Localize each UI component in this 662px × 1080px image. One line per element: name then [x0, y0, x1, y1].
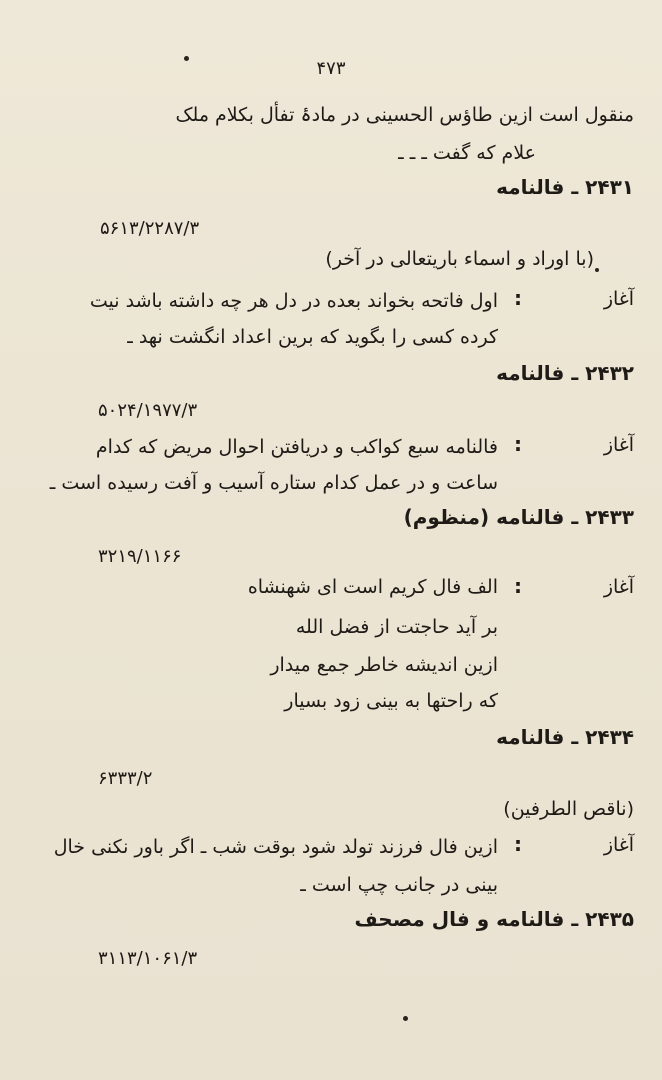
start-label: آغاز: [603, 576, 634, 598]
call-number: ۵۶۱۳/۲۲۸۷/۳: [100, 218, 200, 239]
entry-note: (ناقص الطرفین): [503, 798, 634, 820]
ink-speck: [403, 1016, 408, 1021]
entry-heading-2431: [496, 174, 634, 200]
start-label: آغاز: [603, 288, 634, 310]
label-colon: :: [514, 286, 522, 310]
label-colon: :: [514, 574, 522, 598]
entry-text-line: ساعت و در عمل کدام ستاره آسیب و آفت رسیده است ـ: [49, 472, 498, 494]
label-colon: :: [514, 832, 522, 856]
call-number: ۵۰۲۴/۱۹۷۷/۳: [98, 400, 198, 421]
entry-text-line: اول فاتحه بخواند بعده در دل هر چه داشته باشد نیت: [89, 290, 498, 312]
entry-text-line: بینی در جانب چپ است ـ: [300, 874, 498, 896]
label-colon: :: [514, 432, 522, 456]
page-number: ۴۷۳: [316, 58, 346, 79]
verse-line: که راحتها به بینی زود بسیار: [284, 690, 498, 712]
entry-number: ۲۴۳۵ ـ: [571, 907, 634, 931]
entry-note: (با اوراد و اسماء باریتعالی در آخر): [325, 248, 594, 270]
entry-heading-2434: [496, 724, 634, 750]
verse-line: الف فال کریم است ای شهنشاه: [247, 576, 498, 598]
entry-text-line: کرده کسی را بگوید که برین اعداد انگشت نهد ـ: [127, 326, 498, 348]
start-label: آغاز: [603, 834, 634, 856]
entry-number: ۲۴۳۳ ـ: [571, 505, 634, 529]
entry-heading-2435: [354, 906, 634, 932]
intro-line-2: علام که گفت ـ ـ ـ: [398, 142, 536, 164]
intro-line-1: منقول است ازین طاؤس الحسینی در مادۂ تفأل بکلام ملک: [175, 104, 634, 126]
entry-title: فالنامه: [496, 361, 565, 385]
verse-line: ازین اندیشه خاطر جمع میدار: [270, 654, 498, 676]
entry-number: ۲۴۳۲ ـ: [571, 361, 634, 385]
verse-line: بر آید حاجتت از فضل الله: [295, 616, 498, 638]
entry-text-line: ازین فال فرزند تولد شود بوقت شب ـ اگر باور نکنی خال: [53, 836, 498, 858]
start-label: آغاز: [603, 434, 634, 456]
entry-heading-2432: [496, 360, 634, 386]
call-number: ۳۲۱۹/۱۱۶۶: [98, 546, 182, 567]
entry-title: فالنامه (منظوم): [403, 505, 565, 529]
entry-number: ۲۴۳۱ ـ: [571, 175, 634, 199]
entry-title: فالنامه و فال مصحف: [354, 907, 565, 931]
ink-speck: [595, 268, 599, 272]
entry-number: ۲۴۳۴ ـ: [571, 725, 634, 749]
entry-title: فالنامه: [496, 175, 565, 199]
entry-text-line: فالنامه سبع کواکب و دریافتن احوال مریض که کدام: [95, 436, 498, 458]
entry-title: فالنامه: [496, 725, 565, 749]
entry-heading-2433: [404, 504, 634, 530]
call-number: ۶۳۳۳/۲: [98, 768, 153, 789]
call-number: ۳۱۱۳/۱۰۶۱/۳: [98, 948, 198, 969]
